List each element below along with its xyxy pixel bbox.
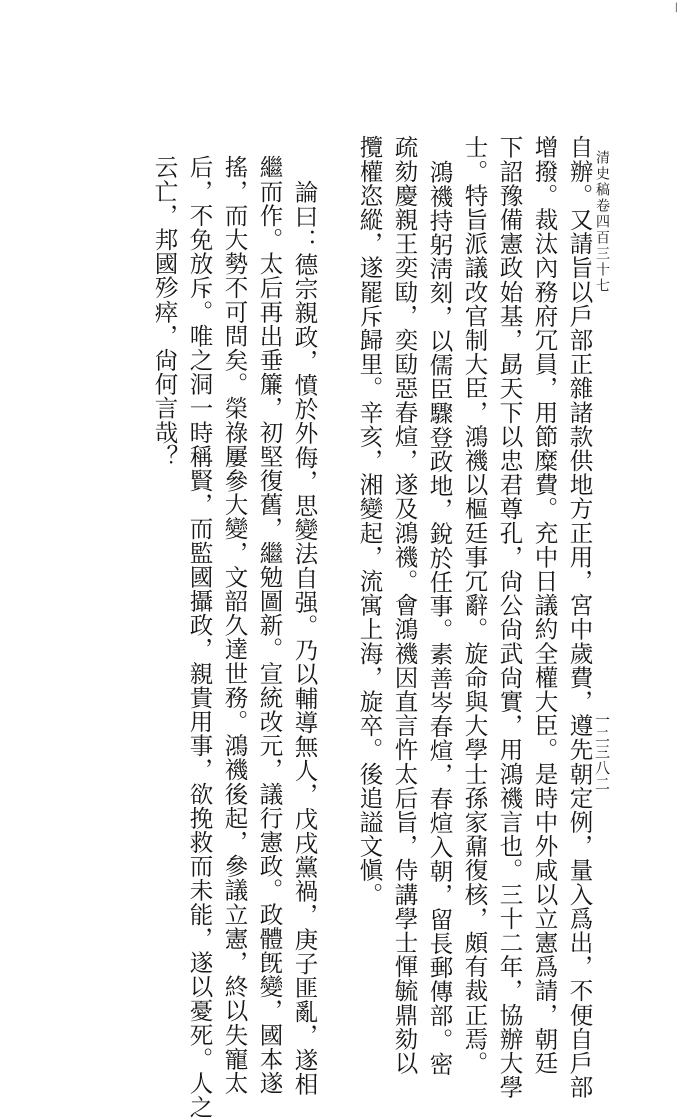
text-column-4: 士。特旨派議改官制大臣，鴻禨以樞廷事冗辭。旋命與大學士孫家鼐復核，頗有裁正焉。 (460, 135, 489, 1075)
text-column-6: 疏劾慶親王奕劻，奕劻惡春煊，遂及鴻禨。會鴻禨因直言忤太后旨，侍講學士惲毓鼎劾以 (390, 135, 419, 1075)
running-header: 清史稿卷四百三十七 (594, 150, 610, 294)
text-column-12: 云亡，邦國殄瘁，尙何言哉？ (150, 155, 179, 469)
text-column-1: 自辦。又請旨以戶部正雜諸款供地方正用，宮中歲費，遵先朝定例，量入爲出，不便自戶部 (565, 135, 594, 1099)
text-column-2: 增撥。裁汰內務府冗員，用節糜費。充中日議約全權大臣。是時中外咸以立憲爲請，朝廷 (530, 135, 559, 1075)
text-column-11: 后，不免放斥。唯之洞一時稱賢，而監國攝政，親貴用事，欲挽救而未能，遂以憂死。人之 (185, 155, 214, 1119)
text-column-5: 鴻禨持躬淸刻，以儒臣驟登政地，銳於任事。素善岑春煊，春煊入朝，留長郵傳部。密 (425, 160, 454, 1076)
text-column-7: 攬權恣縱，遂罷斥歸里。辛亥，湘變起，流寓上海，旋卒。後追謚文愼。 (355, 135, 384, 907)
text-column-10: 搖，而大勢不可問矣。榮祿屢參大變，文韶久達世務。鴻禨後起，參議立憲，終以失寵太 (220, 155, 249, 1095)
text-column-8: 論曰：德宗親政，憤於外侮，思變法自强。乃以輔導無人，戊戌黨禍，庚子匪亂，遂相 (290, 180, 319, 1096)
text-column-3: 下詔豫備憲政始基，勗天下以忠君尊孔，尙公尙武尙實，用鴻禨言也。三十二年，協辦大學 (495, 135, 524, 1099)
text-column-9: 繼而作。太后再出垂簾，初堅復舊，繼勉圖新。宣統改元，議行憲政。政體旣變，國本遂 (255, 155, 284, 1095)
page-number: 一二三八二 (593, 712, 611, 792)
scan-corner-mark: | (674, 2, 678, 13)
